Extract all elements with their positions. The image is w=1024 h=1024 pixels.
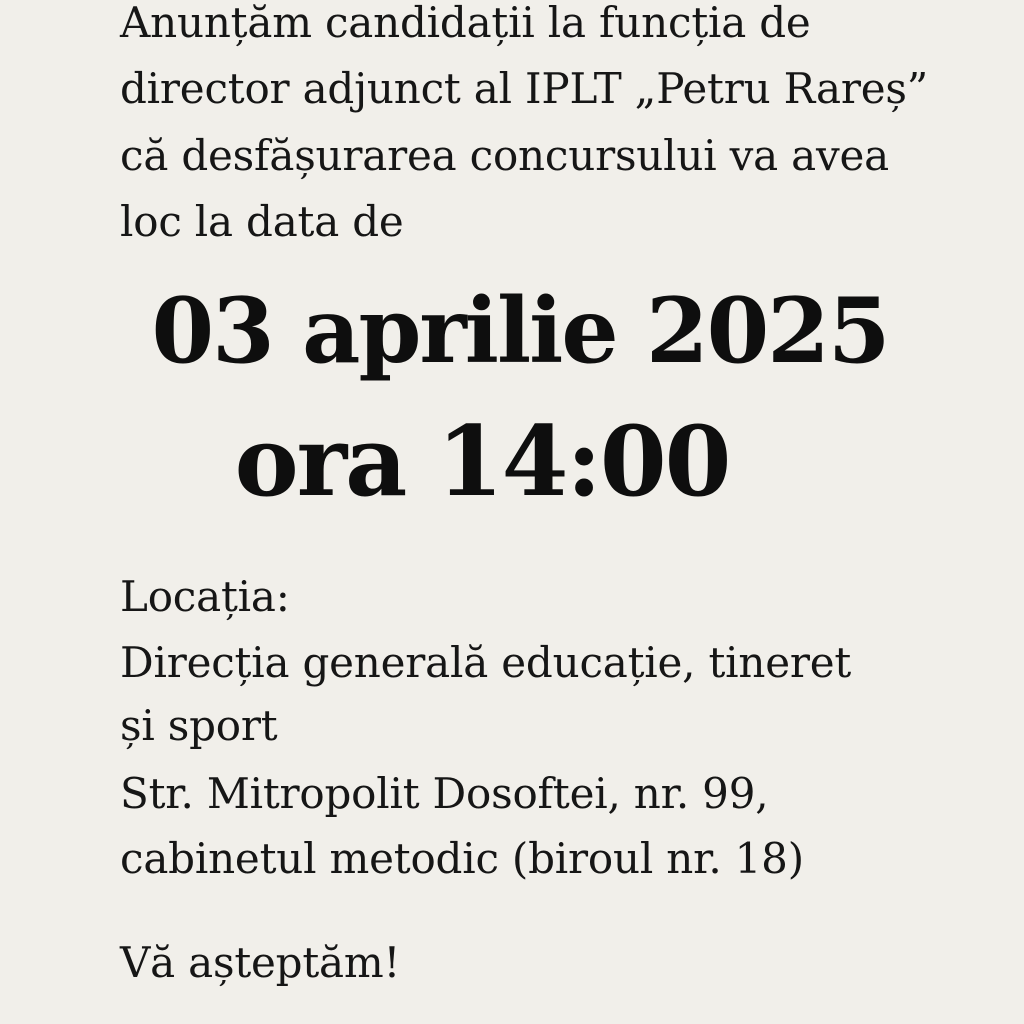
closing-message: Vă așteptăm! (120, 938, 401, 987)
intro-line-1: Anunțăm candidații la funcția de (120, 0, 811, 47)
intro-line-2: director adjunct al IPLT „Petru Rareș” (120, 64, 928, 113)
location-label: Locația: (120, 572, 290, 621)
location-line-4: cabinetul metodic (biroul nr. 18) (120, 834, 804, 883)
competition-date: 03 aprilie 2025 (151, 278, 889, 384)
location-line-1: Direcția generală educație, tineret (120, 638, 852, 687)
location-line-3: Str. Mitropolit Dosoftei, nr. 99, (120, 769, 769, 818)
intro-line-4: loc la data de (120, 197, 404, 246)
intro-line-3: că desfășurarea concursului va avea (120, 131, 889, 180)
competition-time: ora 14:00 (234, 405, 730, 518)
location-line-2: și sport (120, 701, 278, 750)
